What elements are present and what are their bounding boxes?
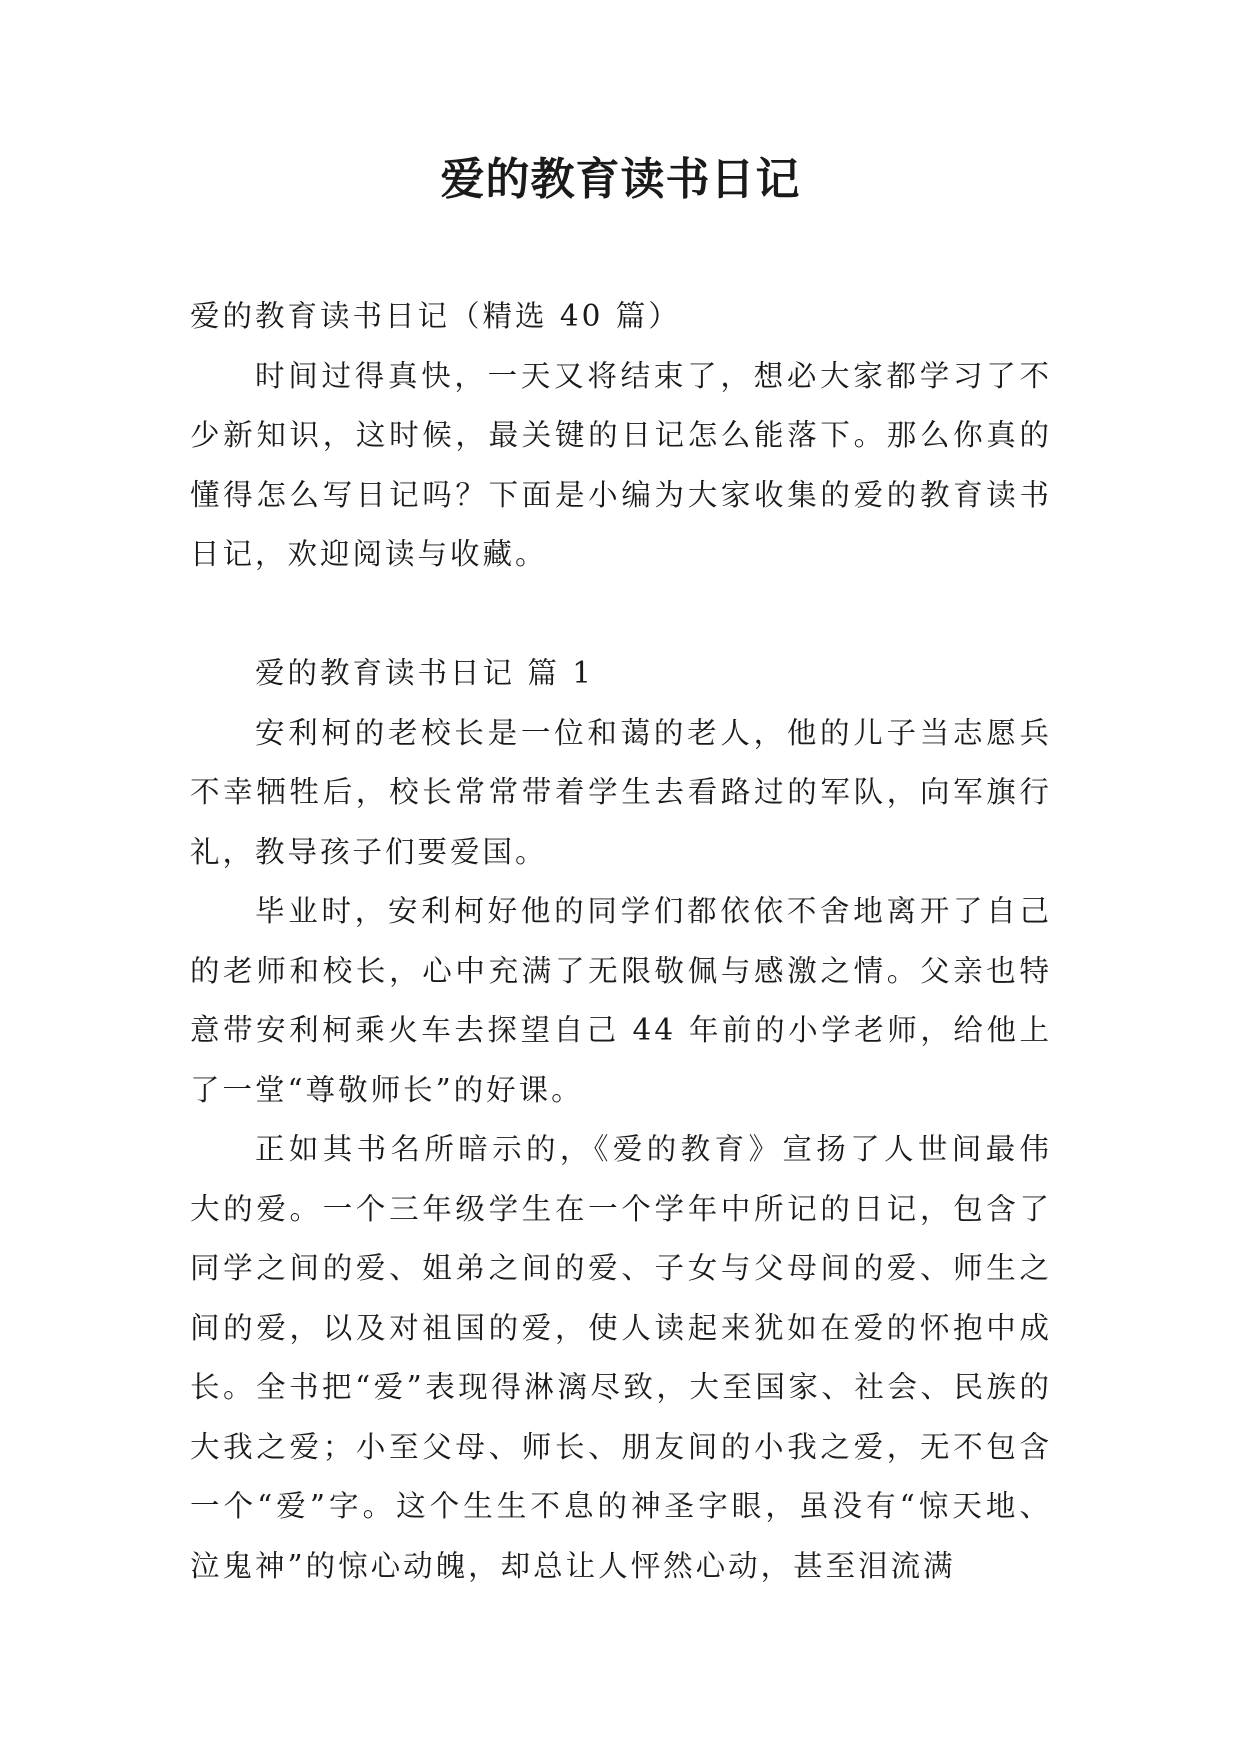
blank-line	[190, 585, 1052, 645]
body-paragraph: 毕业时，安利柯好他的同学们都依依不舍地离开了自己的老师和校长，心中充满了无限敬佩与感激之情。父亲也特意带安利柯乘火车去探望自己 44 年前的小学老师，给他上了一堂“尊敬师长”的好课。	[190, 894, 1052, 1107]
section-heading: 爱的教育读书日记 篇 1	[255, 656, 595, 690]
document-body	[190, 287, 1052, 1596]
body-paragraph: 安利柯的老校长是一位和蔼的老人，他的儿子当志愿兵不幸牺牲后，校长常常带着学生去看路过的军队，向军旗行礼，教导孩子们要爱国。	[190, 715, 1052, 869]
document-subtitle: 爱的教育读书日记（精选 40 篇）	[190, 299, 681, 333]
document-title: 爱的教育读书日记	[440, 154, 801, 205]
intro-paragraph: 时间过得真快，一天又将结束了，想必大家都学习了不少新知识，这时候，最关键的日记怎么能落下。那么你真的懂得怎么写日记吗？下面是小编为大家收集的爱的教育读书日记，欢迎阅读与收藏。	[190, 358, 1052, 571]
body-paragraph: 正如其书名所暗示的，《爱的教育》宣扬了人世间最伟大的爱。一个三年级学生在一个学年中所记的日记，包含了同学之间的爱、姐弟之间的爱、子女与父母间的爱、师生之间的爱，以及对祖国的爱，使人读起来犹如在爱的怀抱中成长。全书把“爱”表现得淋漓尽致，大至国家、社会、民族的大我之爱；小至父母、师长、朋友间的小我之爱，无不包含一个“爱”字。这个生生不息的神圣字眼，虽没有“惊天地、泣鬼神”的惊心动魄，却总让人怦然心动，甚至泪流满	[190, 1132, 1052, 1583]
